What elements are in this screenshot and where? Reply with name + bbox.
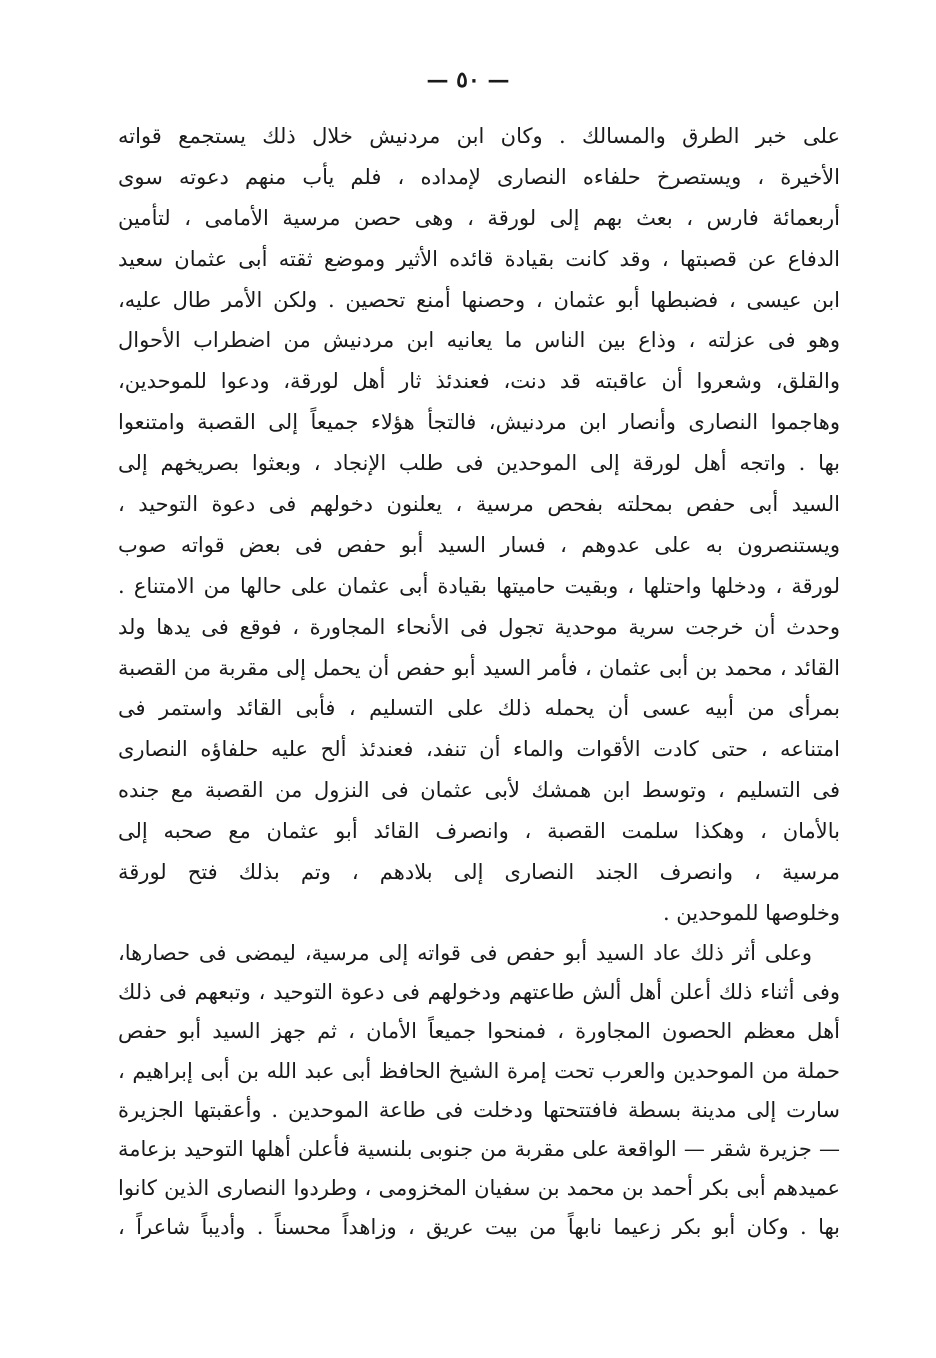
paragraph-1: [118, 116, 840, 934]
text-line: سارت إلى مدينة بسطة فافتتحتها ودخلت فى طاعة الموحدين . وأعقبتها الجزيرة: [118, 1097, 840, 1122]
text-line: بها . واتجه أهل لورقة إلى الموحدين فى طلب الإنجاد ، وبعثوا بصريخهم إلى: [118, 451, 840, 476]
text-line: والقلق، وشعروا أن عاقبته قد دنت، فعندئذ ثار أهل لورقة، ودعوا للموحدين،: [118, 369, 840, 394]
text-line: وحدث أن خرجت سرية موحدية تجول فى الأنحاء المجاورة ، فوقع فى يدها ولد: [118, 614, 840, 639]
text-line: القائد ، محمد بن أبى عثمان ، فأمر السيد أبو حفص أن يحمل إلى مقربة من القصبة: [118, 655, 840, 680]
text-line: أهل معظم الحصون المجاورة ، فمنحوا جميعاً الأمان ، ثم جهز السيد أبو حفص: [118, 1019, 840, 1044]
text-line: وهو فى عزلته ، وذاع بين الناس ما يعانيه ابن مردنيش من اضطراب الأحوال: [118, 328, 840, 353]
text-line: مرسية ، وانصرف الجند النصارى إلى بلادهم ، وتم بذلك فتح لورقة: [118, 860, 840, 885]
text-line: امتناعه ، حتى كادت الأقوات والماء أن تنفد، فعندئذ ألح عليه حلفاؤه النصارى: [118, 737, 840, 762]
text-line: عميدهم أبى بكر أحمد بن محمد بن سفيان المخزومى ، وطردوا النصارى الذين كانوا: [118, 1176, 840, 1201]
text-line: — جزيرة شقر — الواقعة على مقربة من جنوبى بلنسية فأعلن أهلها التوحيد بزعامة: [118, 1136, 840, 1161]
page-number: — ٥٠ —: [426, 67, 510, 93]
text-line: السيد أبى حفص بمحلته بفحص مرسية ، يعلنون دخولهم فى دعوة التوحيد ،: [118, 492, 840, 517]
text-line: لورقة ، ودخلها واحتلها ، وبقيت حاميتها بقيادة أبى عثمان على حالها من الامتناع .: [118, 573, 840, 598]
text-line: وخلوصها للموحدين .: [662, 900, 840, 925]
text-line: بالأمان ، وهكذا سلمت القصبة ، وانصرف القائد أبو عثمان مع صحبه إلى: [118, 819, 840, 844]
text-line: ويستنصرون به على عدوهم ، فسار السيد أبو حفص فى بعض قواته صوب: [118, 532, 840, 557]
text-line: الأخيرة ، ويستصرخ حلفاءه النصارى لإمداده ، فلم يأب منهم دعوته سوى: [118, 164, 840, 189]
text-line: وعلى أثر ذلك عاد السيد أبو حفص فى قواته إلى مرسية، ليمضى فى حصارها،: [118, 941, 812, 965]
text-line: الدفاع عن قصبتها ، وقد كانت بقيادة قائده الأثير وموضع ثقته أبى عثمان سعيد: [118, 246, 840, 271]
text-line: وهاجموا النصارى وأنصار ابن مردنيش، فالتجأ هؤلاء جميعاً إلى القصبة وامتنعوا: [118, 410, 840, 435]
text-line: حملة من الموحدين والعرب تحت إمرة الشيخ الحافظ أبى عبد الله بن أبى إبراهيم ،: [118, 1058, 840, 1083]
text-line: وفى أثناء ذلك أعلن أهل ألش طاعتهم ودخولهم فى دعوة التوحيد ، وتبعهم فى ذلك: [118, 980, 840, 1005]
paragraph-2: [118, 934, 840, 1248]
text-line: بها . وكان أبو بكر زعيما نابهاً من بيت عريق ، وزاهداً محسناً . وأديباً شاعراً ،: [118, 1215, 840, 1240]
text-line: أربعمائة فارس ، بعث بهم إلى لورقة ، وهى حصن مرسية الأمامى ، لتأمين: [118, 205, 840, 230]
text-line: بمرأى من أبيه عسى أن يحمله ذلك على التسليم ، فأبى القائد واستمر فى: [118, 696, 840, 721]
text-line: فى التسليم ، وتوسط ابن همشك لأبى عثمان فى النزول من القصبة مع جنده: [118, 778, 840, 803]
text-line: ابن عيسى ، فضبطها أبو عثمان ، وحصنها أمنع تحصين . ولكن الأمر طال عليه،: [118, 287, 840, 312]
text-line: على خبر الطرق والمسالك . وكان ابن مردنيش خلال ذلك يستجمع قواته: [118, 124, 840, 148]
